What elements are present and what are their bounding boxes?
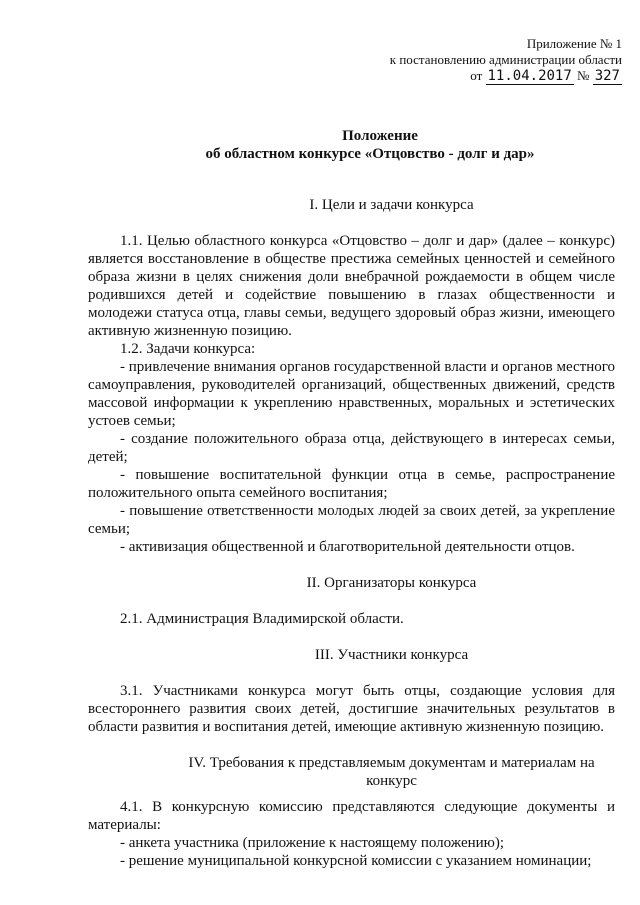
section-1-list-item: - повышение ответственности молодых людей за своих детей, за укрепление семьи; xyxy=(88,503,615,537)
date-prefix: от xyxy=(470,68,483,83)
annex-title: Приложение № 1 xyxy=(526,36,622,51)
section-2-heading: II. Организаторы конкурса xyxy=(306,575,477,591)
annex-date: 11.04.2017 xyxy=(487,68,572,84)
section-4-heading: IV. Требования к представляемым документам и материалам на конкурс xyxy=(188,755,595,789)
annex-block xyxy=(390,36,622,84)
section-4-list-item: - анкета участника (приложение к настоящему положению); xyxy=(120,835,505,851)
section-1-heading: I. Цели и задачи конкурса xyxy=(309,197,474,213)
section-4-paragraph-1: 4.1. В конкурсную комиссию представляются следующие документы и материалы: xyxy=(88,799,615,833)
section-4-list-item: - решение муниципальной конкурсной комиссии с указанием номинации; xyxy=(120,853,592,869)
annex-reference: к постановлению администрации области xyxy=(389,52,622,67)
number-prefix: № xyxy=(577,68,590,83)
document-title xyxy=(0,127,640,163)
document-body xyxy=(88,196,615,870)
annex-number: 327 xyxy=(594,68,620,84)
section-1-paragraph-1: 1.1. Целью областного конкурса «Отцовство – долг и дар» (далее – конкурс) является восстановление в обществе престижа семейных ценностей и семейного образа жизни в целях снижения доли внебрачной рождаемости в общем числе родившихся детей и содействие повышению в глазах общественности и молодежи статуса отца, главы семьи, ведущего здоровый образ жизни, имеющего активную жизненную позицию. xyxy=(88,233,615,339)
section-3-paragraph-1: 3.1. Участниками конкурса могут быть отцы, создающие условия для всестороннего развития своих детей, достигшие значительных результатов в области развития и воспитания детей, имеющие активную жизненную позицию. xyxy=(88,683,615,735)
section-1-paragraph-2: 1.2. Задачи конкурса: xyxy=(120,341,256,357)
title-line-2: об областном конкурсе «Отцовство - долг и дар» xyxy=(205,146,535,162)
section-2-paragraph-1: 2.1. Администрация Владимирской области. xyxy=(120,611,404,627)
section-1-list-item: - повышение воспитательной функции отца в семье, распространение положительного опыта семейного воспитания; xyxy=(88,467,615,501)
annex-date-line xyxy=(470,68,622,84)
section-1-list-item: - активизация общественной и благотворительной деятельности отцов. xyxy=(120,539,575,555)
title-line-1: Положение xyxy=(342,128,418,144)
section-1-list-item: - привлечение внимания органов государственной власти и органов местного самоуправления, руководителей организаций, общественных движений, средств массовой информации к укреплению нравственных, моральных и эстетических устоев семьи; xyxy=(88,359,615,429)
section-1-list-item: - создание положительного образа отца, действующего в интересах семьи, детей; xyxy=(88,431,615,465)
section-3-heading: III. Участники конкурса xyxy=(314,647,469,663)
